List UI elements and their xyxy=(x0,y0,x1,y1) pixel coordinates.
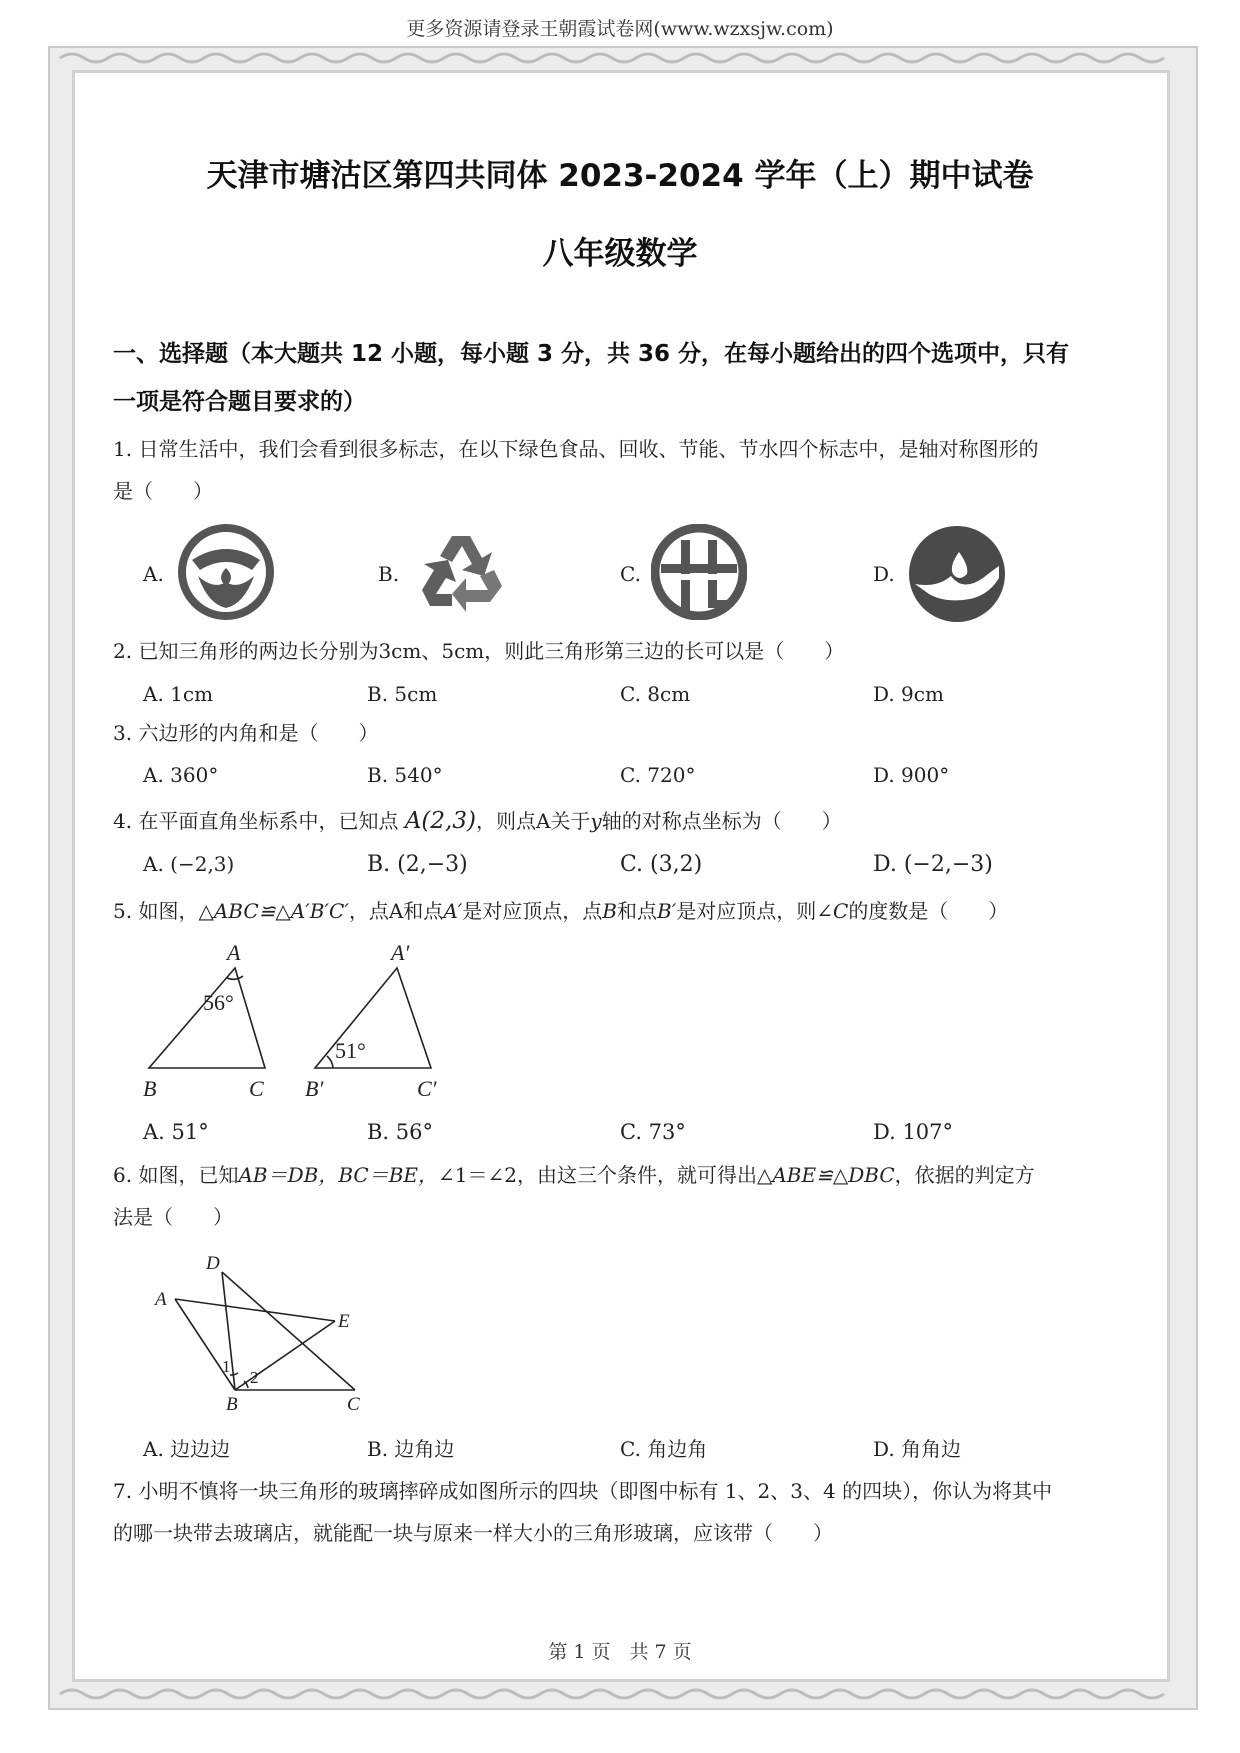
question-text: 在平面直角坐标系中，已知点 xyxy=(138,809,405,833)
question-number: 5. xyxy=(113,899,133,923)
question-text: ，则点A关于 xyxy=(475,809,591,833)
option-a: A. 360° xyxy=(143,763,219,787)
option-a: A. 边边边 xyxy=(143,1437,231,1461)
option-b: B. 56° xyxy=(367,1120,434,1144)
option-b: B. 5cm xyxy=(367,682,438,706)
recycle-logo-icon xyxy=(412,524,508,620)
question-text: ，点A和点 xyxy=(348,899,444,923)
question-text: 如图， xyxy=(138,899,199,923)
question-number: 3. xyxy=(113,721,133,745)
question-6 xyxy=(113,1154,1143,1238)
option-d-label: D. xyxy=(873,562,895,586)
angle-label: 56° xyxy=(203,990,234,1015)
exam-title: 天津市塘沽区第四共同体 2023-2024 学年（上）期中试卷 xyxy=(206,158,1034,194)
question-number: 2. xyxy=(113,639,133,663)
section-heading-line2: 一项是符合题目要求的） xyxy=(113,389,366,415)
question-7 xyxy=(113,1470,1143,1554)
option-d: D. 900° xyxy=(873,763,950,787)
option-c: C. 720° xyxy=(620,763,696,787)
option-b: B. (2,−3) xyxy=(367,852,468,877)
question-4 xyxy=(113,800,1143,842)
point-label: D xyxy=(206,1255,220,1274)
point-label: B′ xyxy=(657,899,677,923)
question-text: 日常生活中，我们会看到很多标志，在以下绿色食品、回收、节能、节水四个标志中，是轴对称图形的 xyxy=(138,437,1039,461)
angle-label: 51° xyxy=(335,1038,366,1063)
question-text: 轴的对称点坐标为（ ） xyxy=(601,809,842,833)
triangle-expr: ABE≌△DBC xyxy=(772,1163,895,1187)
question-text: 法是（ ） xyxy=(113,1205,233,1229)
exam-subtitle: 八年级数学 xyxy=(542,236,698,272)
energy-saving-logo-icon xyxy=(651,524,747,620)
point-label: C xyxy=(347,1394,360,1415)
option-b: B. 边角边 xyxy=(367,1437,455,1461)
option-c-label: C. xyxy=(620,562,641,586)
question-text: 如图，已知 xyxy=(138,1163,239,1187)
option-b-label: B. xyxy=(378,562,400,586)
question-text: 和点 xyxy=(617,899,657,923)
question-text: 已知三角形的两边长分别为3cm、5cm，则此三角形第三边的长可以是（ ） xyxy=(138,639,845,663)
question-text: 是对应顶点，点 xyxy=(462,899,603,923)
question-text: 是（ ） xyxy=(113,479,213,503)
congruence-expr: △ABC≌△A′B′C′ xyxy=(198,899,349,923)
section-heading-line1: 一、选择题（本大题共 12 小题，每小题 3 分，共 36 分，在每小题给出的四个选项中，只有 xyxy=(113,341,1070,367)
point-label: A′ xyxy=(443,899,463,923)
vertex-label: C′ xyxy=(417,1076,437,1101)
option-c: C. 8cm xyxy=(620,682,691,706)
question-number: 7. xyxy=(113,1479,133,1503)
question-text: 小明不慎将一块三角形的玻璃摔碎成如图所示的四块（即图中标有 1、2、3、4 的四块），你认为将其中 xyxy=(138,1479,1053,1503)
option-a: A. 1cm xyxy=(143,682,214,706)
option-d: D. (−2,−3) xyxy=(873,852,993,877)
option-c: C. (3,2) xyxy=(620,852,703,877)
question-number: 6. xyxy=(113,1163,133,1187)
vertex-label: C xyxy=(249,1076,264,1101)
q6-figure xyxy=(150,1255,380,1415)
question-text: ，依据的判定方 xyxy=(894,1163,1035,1187)
angle-label: ∠C xyxy=(816,899,849,923)
question-text: 的度数是（ ） xyxy=(848,899,1009,923)
question-2 xyxy=(113,630,1143,672)
question-number: 1. xyxy=(113,437,133,461)
option-a-label: A. xyxy=(143,562,164,586)
option-a: A. 51° xyxy=(143,1120,209,1144)
angle-label: 1 xyxy=(222,1357,231,1376)
vertex-label: B xyxy=(143,1076,157,1101)
option-d: D. 107° xyxy=(873,1120,954,1144)
option-a: A. (−2,3) xyxy=(143,852,235,876)
option-d: D. 角角边 xyxy=(873,1437,962,1461)
question-3 xyxy=(113,712,1143,754)
option-d: D. 9cm xyxy=(873,682,944,706)
question-text: 的哪一块带去玻璃店，就能配一块与原来一样大小的三角形玻璃，应该带（ ） xyxy=(113,1521,833,1545)
point-a: A(2,3) xyxy=(404,808,476,834)
point-label: E xyxy=(338,1311,350,1332)
point-label: A xyxy=(155,1289,167,1310)
site-watermark: 更多资源请登录王朝霞试卷网(www.wzxsjw.com) xyxy=(406,18,834,40)
water-saving-logo-icon xyxy=(907,524,1007,624)
question-number: 4. xyxy=(113,809,133,833)
question-text: 是对应顶点，则 xyxy=(676,899,817,923)
point-label: B xyxy=(602,899,617,923)
question-text: ，由这三个条件，就可得出△ xyxy=(516,1163,773,1187)
point-label: B xyxy=(226,1394,238,1415)
option-b: B. 540° xyxy=(367,763,443,787)
question-text: 六边形的内角和是（ ） xyxy=(138,721,379,745)
page-number: 第 1 页 共 7 页 xyxy=(548,1641,692,1663)
vertex-label: B′ xyxy=(305,1076,324,1101)
green-food-logo-icon xyxy=(178,524,274,620)
question-5 xyxy=(113,890,1143,932)
option-c: C. 73° xyxy=(620,1120,686,1144)
angle-expr: ∠1＝∠2 xyxy=(438,1163,517,1187)
condition-expr: AB＝DB，BC＝BE， xyxy=(238,1163,438,1187)
question-1 xyxy=(113,428,1143,512)
y-axis-symbol: y xyxy=(590,809,602,833)
q5-triangles-figure xyxy=(135,938,455,1108)
vertex-label: A xyxy=(227,940,241,965)
angle-label: 2 xyxy=(250,1368,259,1387)
vertex-label: A′ xyxy=(391,940,410,965)
option-c: C. 角边角 xyxy=(620,1437,708,1461)
